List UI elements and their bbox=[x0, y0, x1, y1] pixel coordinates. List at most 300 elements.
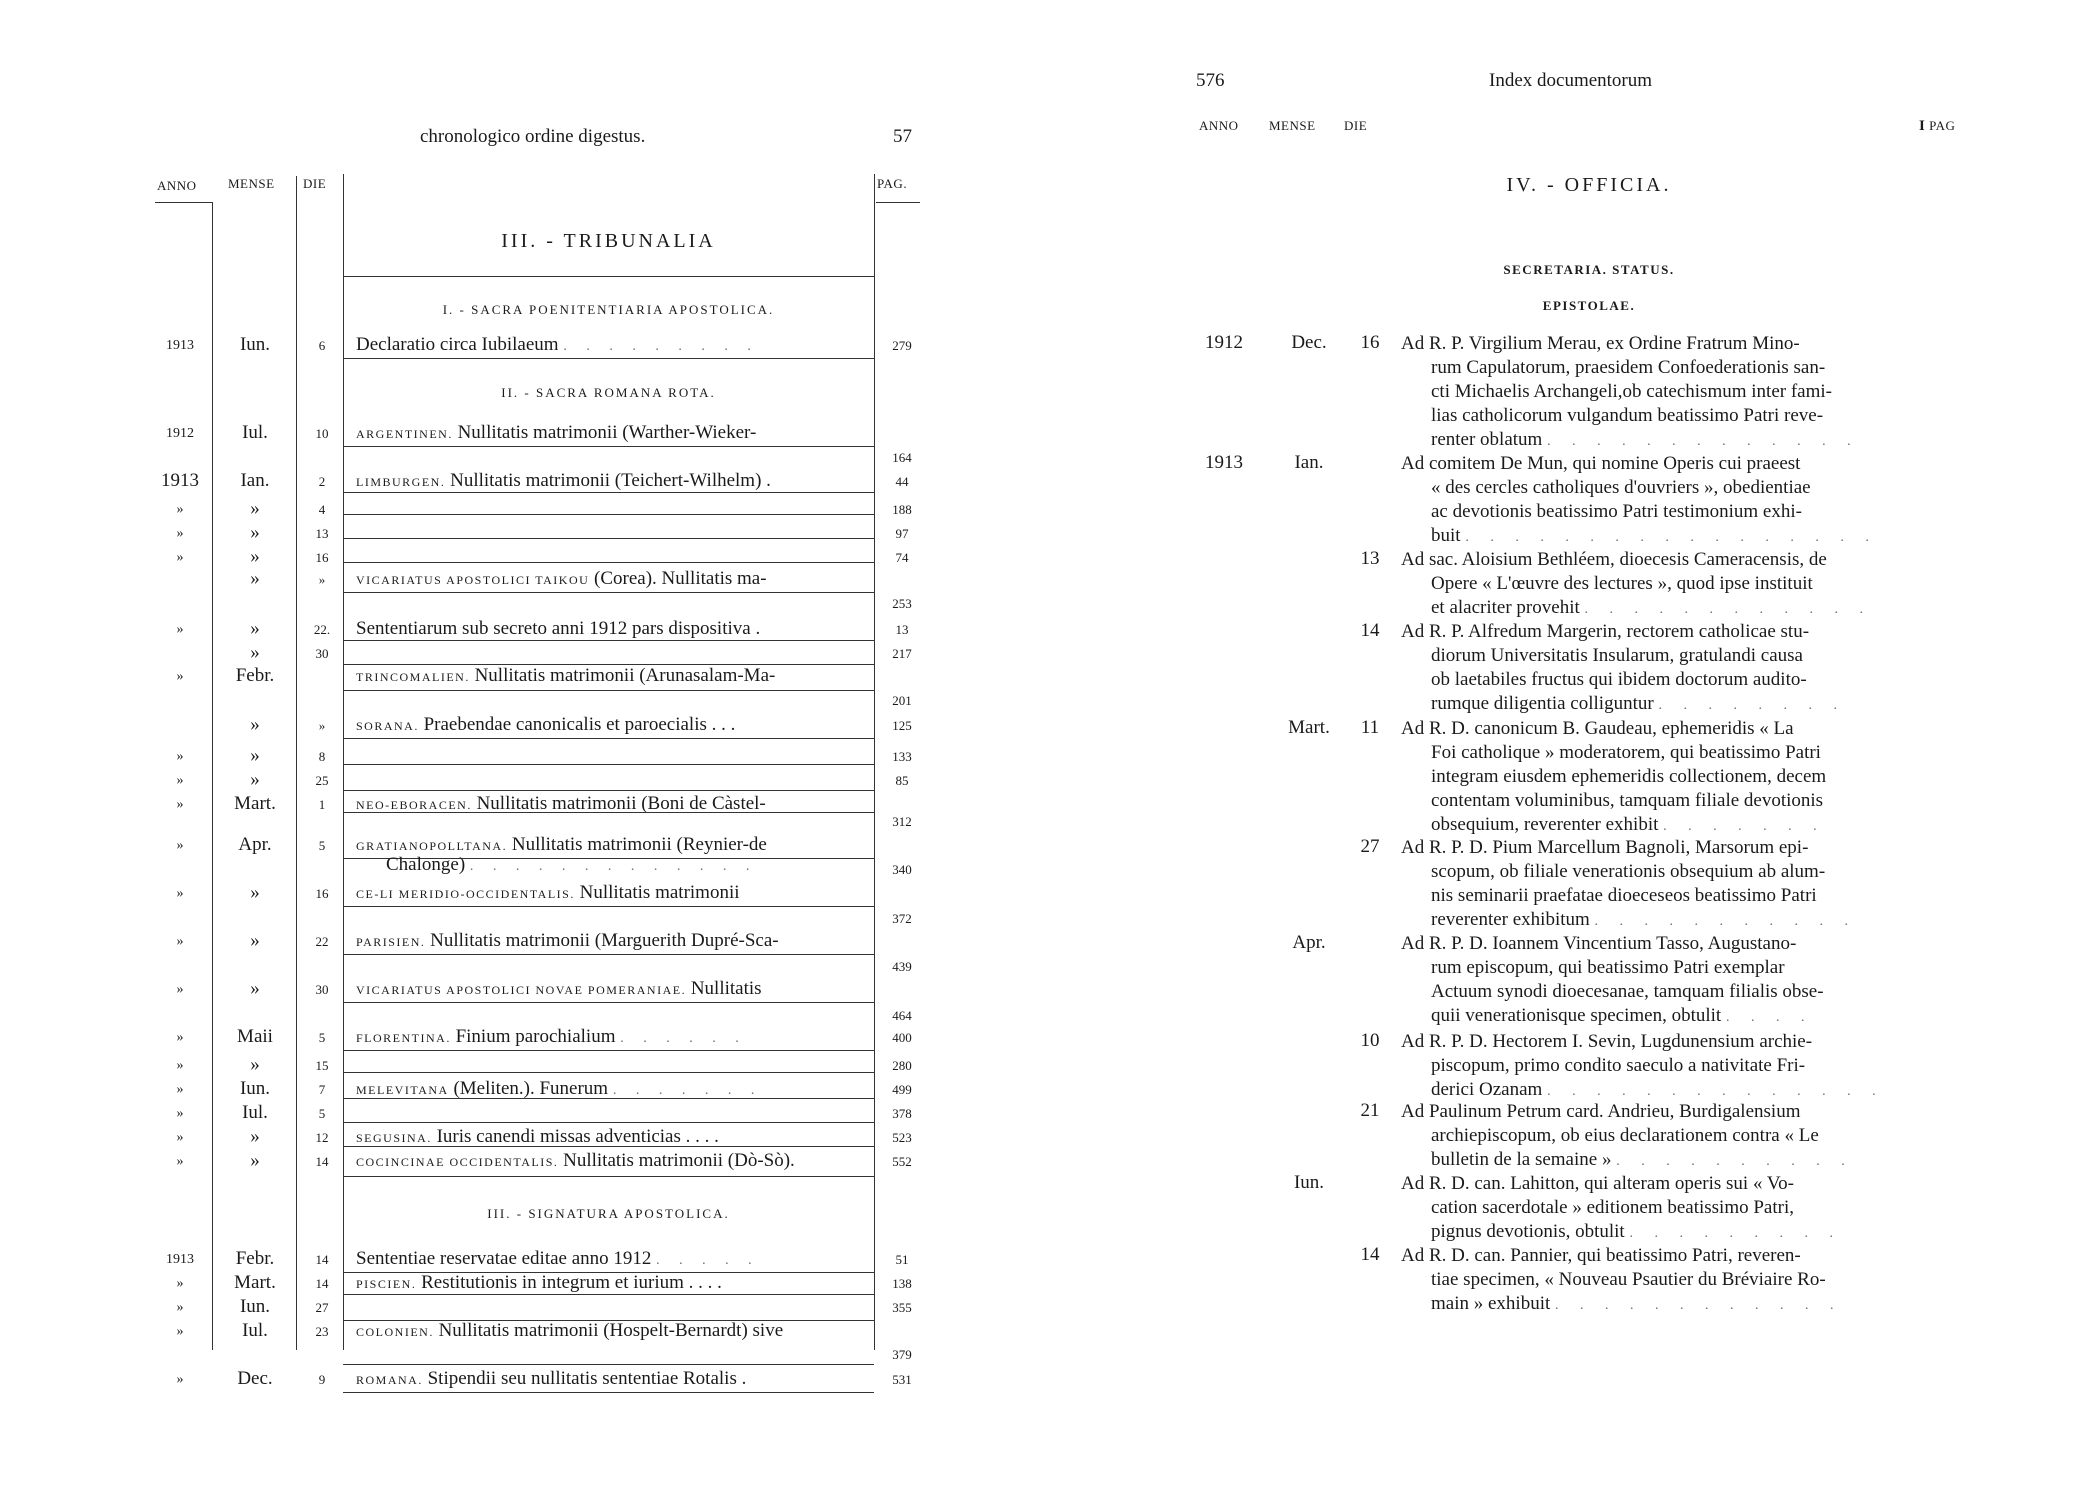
diocese-tag: SORANA. bbox=[356, 719, 419, 733]
mense-cell: » bbox=[250, 930, 260, 951]
row-rule bbox=[343, 640, 874, 641]
diocese-tag: VICARIATUS APOSTOLICI NOVAE POMERANIAE. bbox=[356, 983, 687, 997]
page-ref: 279 bbox=[892, 338, 912, 353]
entry-description: Nullitatis matrimonii (Boni de Càstel- bbox=[471, 793, 766, 814]
mense-cell: Iun. bbox=[239, 1078, 271, 1099]
entry-description: Praebendae canonicalis et paroecialis . . . bbox=[418, 714, 736, 735]
table-row bbox=[0, 930, 1039, 954]
entry-text bbox=[1401, 548, 1949, 622]
row-rule bbox=[343, 1392, 874, 1393]
die-cell: 23 bbox=[315, 1324, 329, 1339]
anno-cell: » bbox=[176, 1324, 184, 1339]
rule bbox=[343, 276, 874, 277]
die-cell: » bbox=[318, 572, 326, 587]
page-ref: 74 bbox=[895, 550, 909, 565]
rule bbox=[876, 202, 920, 203]
row-rule bbox=[343, 1364, 874, 1365]
entry-description: Nullitatis bbox=[686, 978, 762, 999]
mense-cell: » bbox=[250, 978, 260, 999]
rule bbox=[155, 202, 212, 203]
row-rule bbox=[343, 1002, 874, 1003]
row-rule bbox=[343, 592, 874, 593]
entry-line: Ad R. D. canonicum B. Gaudeau, ephemeridis « La bbox=[1401, 718, 1794, 739]
row-rule bbox=[343, 790, 874, 791]
leader-dots: . . . . . . . . . bbox=[563, 339, 759, 354]
die-cell: 9 bbox=[318, 1372, 326, 1387]
mense-cell: Mart. bbox=[234, 793, 276, 814]
entry-text bbox=[1401, 717, 1949, 839]
die-cell: 16 bbox=[1360, 332, 1380, 353]
page-ref: 378 bbox=[892, 1106, 912, 1121]
table-row bbox=[0, 714, 1039, 738]
die-cell: 27 bbox=[315, 1300, 329, 1315]
diocese-tag: NEO-EBORACEN. bbox=[356, 798, 472, 812]
anno-cell: » bbox=[176, 1154, 184, 1169]
entry-line: derici Ozanam . . . . . . . . . . . . . . bbox=[1431, 1079, 1885, 1100]
table-row bbox=[0, 1296, 1039, 1320]
page-ref: 312 bbox=[892, 814, 912, 829]
anno-cell: » bbox=[176, 1058, 184, 1073]
row-rule bbox=[343, 446, 874, 447]
page-ref: 44 bbox=[895, 474, 909, 489]
mense-cell: » bbox=[250, 618, 260, 639]
column-header-anno: ANNO bbox=[1199, 118, 1239, 133]
page-ref: 523 bbox=[892, 1130, 912, 1145]
entry-text bbox=[356, 834, 866, 856]
anno-cell: » bbox=[176, 622, 184, 637]
die-cell: 14 bbox=[315, 1154, 329, 1169]
entry-description: Stipendii seu nullitatis sententiae Rotalis . bbox=[422, 1368, 747, 1389]
entry-line: bulletin de la semaine » . . . . . . . . . . bbox=[1431, 1149, 1854, 1170]
mense-cell: Iul. bbox=[242, 422, 268, 443]
entry-line: Ad R. P. D. Hectorem I. Sevin, Lugdunensium archie- bbox=[1401, 1031, 1813, 1052]
die-cell: 21 bbox=[1360, 1100, 1380, 1121]
row-rule bbox=[343, 358, 874, 359]
entry-text bbox=[356, 422, 866, 444]
mense-cell: Iun. bbox=[1293, 1172, 1325, 1193]
die-cell: 4 bbox=[318, 502, 326, 517]
table-row bbox=[0, 498, 1039, 522]
row-rule bbox=[343, 514, 874, 515]
diocese-tag: MELEVITANA bbox=[356, 1083, 449, 1097]
entry-text bbox=[356, 334, 866, 356]
die-cell: 5 bbox=[318, 1030, 326, 1045]
entry-description: Nullitatis matrimonii (Dò-Sò). bbox=[558, 1150, 795, 1171]
row-rule bbox=[343, 492, 874, 493]
entry-line: rum Capulatorum, praesidem Confoederationis san- bbox=[1431, 357, 1826, 378]
die-cell: 12 bbox=[315, 1130, 329, 1145]
leader-dots: . . . . bbox=[1725, 1010, 1814, 1025]
entry-text bbox=[1401, 836, 1949, 934]
entry-description: Nullitatis matrimonii bbox=[574, 882, 740, 903]
mense-cell: » bbox=[250, 882, 260, 903]
table-row bbox=[0, 882, 1039, 906]
leader-dots: . . . . . . . . . . . . . bbox=[1547, 434, 1860, 449]
die-cell: 14 bbox=[1360, 620, 1380, 641]
anno-cell: » bbox=[176, 502, 184, 517]
anno-cell: » bbox=[176, 838, 184, 853]
anno-cell: » bbox=[176, 797, 184, 812]
row-rule bbox=[343, 1122, 874, 1123]
die-cell: 6 bbox=[318, 338, 326, 353]
anno-cell: » bbox=[176, 550, 184, 565]
table-row bbox=[0, 568, 1039, 592]
anno-cell: » bbox=[176, 749, 184, 764]
entry-description: Sententiae reservatae editae anno 1912 bbox=[356, 1248, 652, 1269]
mense-cell: Apr. bbox=[238, 834, 272, 855]
page-ref: 51 bbox=[895, 1252, 909, 1267]
mense-cell: Dec. bbox=[237, 1368, 273, 1389]
mense-cell: » bbox=[250, 1126, 260, 1147]
mense-cell: » bbox=[250, 546, 260, 567]
entry-line: Ad comitem De Mun, qui nomine Operis cui praeest bbox=[1401, 453, 1801, 474]
entry-text bbox=[1401, 932, 1949, 1030]
entry-line: piscopum, primo condito saeculo a nativitate Fri- bbox=[1431, 1055, 1806, 1076]
entry-description: Nullitatis matrimonii (Marguerith Dupré-Sca- bbox=[425, 930, 779, 951]
leader-dots: . . . . . . . . . . . . bbox=[1584, 602, 1873, 617]
page-ref: 355 bbox=[892, 1300, 912, 1315]
die-cell: 10 bbox=[1360, 1030, 1380, 1051]
row-rule bbox=[343, 1098, 874, 1099]
entry-line: nis seminarii praefatae dioeceseos beatissimo Patri bbox=[1431, 885, 1817, 906]
page-ref: 85 bbox=[895, 773, 909, 788]
diocese-tag: ROMANA. bbox=[356, 1373, 423, 1387]
mense-cell: Ian. bbox=[240, 470, 270, 491]
anno-cell: 1913 bbox=[166, 338, 194, 353]
entry-description: (Corea). Nullitatis ma- bbox=[589, 568, 767, 589]
leader-dots: . . . . . . . . . . . . bbox=[1555, 1298, 1843, 1313]
anno-cell: » bbox=[176, 886, 184, 901]
diocese-tag: CE-LI MERIDIO-OCCIDENTALIS. bbox=[356, 887, 575, 901]
entry-continuation: Chalonge) . . . . . . . . . . . . . bbox=[386, 854, 758, 875]
die-cell: 1 bbox=[318, 797, 326, 812]
die-cell: 15 bbox=[315, 1058, 329, 1073]
die-cell: 22. bbox=[313, 622, 331, 637]
anno-cell: 1913 bbox=[166, 1252, 194, 1267]
mense-cell: Iul. bbox=[242, 1102, 268, 1123]
table-row bbox=[0, 978, 1039, 1002]
entry-line: Ad Paulinum Petrum card. Andrieu, Burdigalensium bbox=[1401, 1101, 1801, 1122]
entry-text bbox=[1401, 1172, 1949, 1246]
table-row bbox=[0, 546, 1039, 570]
page-ref: 372 bbox=[892, 911, 912, 926]
page-ref: 280 bbox=[892, 1058, 912, 1073]
entry-description: Nullitatis matrimonii (Hospelt-Bernardt) sive bbox=[433, 1320, 784, 1341]
page-ref: 13 bbox=[895, 622, 909, 637]
die-cell: 14 bbox=[1360, 1244, 1380, 1265]
mense-cell: » bbox=[250, 1150, 260, 1171]
leader-dots: . . . . . . . . . . . . . . bbox=[1547, 1084, 1885, 1099]
die-cell: 16 bbox=[315, 550, 329, 565]
anno-cell: » bbox=[176, 982, 184, 997]
entry-line: buit . . . . . . . . . . . . . . . . . bbox=[1431, 525, 1878, 546]
anno-cell: » bbox=[176, 1130, 184, 1145]
anno-cell: » bbox=[176, 1082, 184, 1097]
entry-line: et alacriter provehit . . . . . . . . . . . . bbox=[1431, 597, 1873, 618]
leader-dots: . . . . . . . . . . bbox=[1616, 1154, 1854, 1169]
page-ref: 464 bbox=[892, 1008, 912, 1023]
entry-description: Nullitatis matrimonii (Warther-Wieker- bbox=[452, 422, 757, 443]
entry-line: Ad sac. Aloisium Bethléem, dioecesis Cameracensis, de bbox=[1401, 549, 1827, 570]
column-header-mense: MENSE bbox=[228, 176, 275, 191]
mense-cell: Maii bbox=[237, 1026, 273, 1047]
page-ref: 201 bbox=[892, 693, 912, 708]
entry-description: Finium parochialium bbox=[450, 1026, 616, 1047]
subsection-title: III. - SIGNATURA APOSTOLICA. bbox=[487, 1206, 730, 1221]
column-header-pag: I PAG bbox=[1919, 118, 1956, 134]
anno-cell: » bbox=[176, 526, 184, 541]
table-row bbox=[0, 642, 1039, 666]
die-cell: 14 bbox=[315, 1276, 329, 1291]
mense-cell: » bbox=[250, 568, 260, 589]
page-number: 57 bbox=[893, 126, 912, 147]
page-ref: 499 bbox=[892, 1082, 912, 1097]
entry-text bbox=[356, 1078, 866, 1100]
subsection-title: I. - SACRA POENITENTIARIA APOSTOLICA. bbox=[442, 302, 775, 317]
table-row bbox=[0, 745, 1039, 769]
anno-cell: 1912 bbox=[1205, 332, 1243, 353]
entry-text bbox=[356, 1026, 866, 1048]
mense-cell: » bbox=[250, 769, 260, 790]
entry-line: Ad R. D. can. Lahitton, qui alteram operis sui « Vo- bbox=[1401, 1173, 1794, 1194]
leader-dots: . . . . . . . . bbox=[1658, 698, 1846, 713]
entry-text bbox=[356, 714, 866, 736]
entry-line: diorum Universitatis Insularum, gratulandi causa bbox=[1431, 645, 1803, 666]
entry-text bbox=[356, 568, 866, 590]
diocese-tag: LIMBURGEN. bbox=[356, 475, 446, 489]
row-rule bbox=[343, 1146, 874, 1147]
entry-text bbox=[356, 1150, 866, 1172]
entry-text bbox=[1401, 1100, 1949, 1174]
row-rule bbox=[343, 812, 874, 813]
die-cell: 5 bbox=[318, 1106, 326, 1121]
row-rule bbox=[343, 1072, 874, 1073]
table-row bbox=[0, 1320, 1039, 1344]
anno-cell: » bbox=[176, 934, 184, 949]
die-cell: 22 bbox=[315, 934, 329, 949]
diocese-tag: PISCIEN. bbox=[356, 1277, 417, 1291]
die-cell: 10 bbox=[315, 426, 329, 441]
leader-dots: . . . . . . . . . . . . . . . . . bbox=[1465, 530, 1878, 545]
entry-line: archiepiscopum, ob eius declarationem contra « Le bbox=[1431, 1125, 1819, 1146]
mense-cell: » bbox=[250, 714, 260, 735]
die-cell: 16 bbox=[315, 886, 329, 901]
entry-line: lias catholicorum vulgandum beatissimo Patri reve- bbox=[1431, 405, 1824, 426]
die-cell: 30 bbox=[315, 646, 329, 661]
mense-cell: Ian. bbox=[1294, 452, 1324, 473]
page-ref: 552 bbox=[892, 1154, 912, 1169]
entry-line: Actuum synodi dioecesanae, tamquam filialis obse- bbox=[1431, 981, 1824, 1002]
entry-description: Nullitatis matrimonii (Reynier-de bbox=[507, 834, 767, 855]
entry-text bbox=[356, 1126, 866, 1148]
entry-description: (Meliten.). Funerum bbox=[448, 1078, 609, 1099]
row-rule bbox=[343, 1050, 874, 1051]
page-ref: 164 bbox=[892, 450, 912, 465]
anno-cell: » bbox=[176, 1276, 184, 1291]
entry-line: rumque diligentia colliguntur . . . . . . . . bbox=[1431, 693, 1846, 714]
anno-cell: » bbox=[176, 1300, 184, 1315]
page-ref: 379 bbox=[892, 1347, 912, 1362]
entry-line: Ad R. P. D. Ioannem Vincentium Tasso, Augustano- bbox=[1401, 933, 1797, 954]
table-row bbox=[0, 1150, 1039, 1174]
mense-cell: Febr. bbox=[235, 665, 275, 686]
entry-line: tiae specimen, « Nouveau Psautier du Bréviaire Ro- bbox=[1431, 1269, 1826, 1290]
entry-line: contentam voluminibus, tamquam filiale devotionis bbox=[1431, 790, 1824, 811]
entry-description: Declaratio circa Iubilaeum bbox=[356, 334, 559, 355]
entry-line: rum episcopum, qui beatissimo Patri exemplar bbox=[1431, 957, 1785, 978]
entry-line: pignus devotionis, obtulit . . . . . . . . . bbox=[1431, 1221, 1842, 1242]
entry-description: Nullitatis matrimonii (Teichert-Wilhelm) . bbox=[445, 470, 771, 491]
entry-line: quii venerationisque specimen, obtulit . . . . bbox=[1431, 1005, 1814, 1026]
entry-text bbox=[1401, 452, 1949, 550]
entry-line: cation sacerdotale » editionem beatissimo Patri, bbox=[1431, 1197, 1795, 1218]
column-header-anno: ANNO bbox=[157, 178, 197, 193]
entry-line: main » exhibuit . . . . . . . . . . . . bbox=[1431, 1293, 1843, 1314]
table-row bbox=[0, 422, 1039, 446]
mense-cell: » bbox=[250, 1054, 260, 1075]
leader-dots: . . . . . . . bbox=[1663, 819, 1826, 834]
entry-line: « des cercles catholiques d'ouvriers », obedientiae bbox=[1431, 477, 1811, 498]
entry-line: Foi catholique » moderatorem, qui beatissimo Patri bbox=[1431, 742, 1821, 763]
page-ref: 217 bbox=[892, 646, 912, 661]
entry-line: ob laetabiles fructus qui ibidem doctorum audito- bbox=[1431, 669, 1807, 690]
entry-text bbox=[1401, 1244, 1949, 1318]
page-ref: 188 bbox=[892, 502, 912, 517]
column-header-pag: PAG. bbox=[877, 176, 908, 191]
entry-line: Opere « L'œuvre des lectures », quod ipse instituit bbox=[1431, 573, 1813, 594]
row-rule bbox=[343, 562, 874, 563]
page-ref: 439 bbox=[892, 959, 912, 974]
column-header-mense: MENSE bbox=[1269, 118, 1316, 133]
entry-line: Ad R. P. Virgilium Merau, ex Ordine Fratrum Mino- bbox=[1401, 333, 1800, 354]
anno-cell: 1913 bbox=[1205, 452, 1243, 473]
anno-cell: » bbox=[176, 773, 184, 788]
mense-cell: Iun. bbox=[239, 334, 271, 355]
entry-text bbox=[356, 470, 866, 492]
mense-cell: Iul. bbox=[242, 1320, 268, 1341]
mense-cell: Mart. bbox=[1288, 717, 1330, 738]
entry-line: integram eiusdem ephemeridis collectionem, decem bbox=[1431, 766, 1827, 787]
die-cell: 27 bbox=[1360, 836, 1380, 857]
table-row bbox=[0, 522, 1039, 546]
section-title: IV. - OFFICIA. bbox=[1506, 174, 1672, 196]
anno-cell: » bbox=[176, 1030, 184, 1045]
page-ref: 133 bbox=[892, 749, 912, 764]
mense-cell: » bbox=[250, 522, 260, 543]
diocese-tag: GRATIANOPOLLTANA. bbox=[356, 839, 508, 853]
entry-text bbox=[1401, 1030, 1949, 1104]
die-cell: 11 bbox=[1360, 717, 1380, 738]
mense-cell: Mart. bbox=[234, 1272, 276, 1293]
table-row bbox=[0, 1054, 1039, 1078]
leader-dots: . . . . . bbox=[656, 1253, 760, 1268]
table-row bbox=[0, 1368, 1039, 1392]
subsection-title: SECRETARIA. STATUS. bbox=[1503, 262, 1675, 277]
row-rule bbox=[343, 738, 874, 739]
die-cell: 2 bbox=[318, 474, 326, 489]
diocese-tag: COCINCINAE OCCIDENTALIS. bbox=[356, 1155, 559, 1169]
subsection-title: EPISTOLAE. bbox=[1542, 298, 1636, 313]
page-ref: 138 bbox=[892, 1276, 912, 1291]
entry-line: scopum, ob filiale venerationis obsequium ab alum- bbox=[1431, 861, 1826, 882]
anno-cell: » bbox=[176, 1372, 184, 1387]
entry-description: Sententiarum sub secreto anni 1912 pars dispositiva . bbox=[356, 618, 761, 639]
entry-description: Nullitatis matrimonii (Arunasalam-Ma- bbox=[469, 665, 776, 686]
die-cell: 14 bbox=[315, 1252, 329, 1267]
anno-cell: » bbox=[176, 669, 184, 684]
entry-line: ac devotionis beatissimo Patri testimonium exhi- bbox=[1431, 501, 1802, 522]
row-rule bbox=[343, 1176, 874, 1177]
mense-cell: » bbox=[250, 745, 260, 766]
entry-text bbox=[356, 882, 866, 904]
diocese-tag: COLONIEN. bbox=[356, 1325, 434, 1339]
entry-text bbox=[356, 1248, 866, 1270]
entry-text bbox=[356, 1320, 866, 1342]
page-ref: 125 bbox=[892, 718, 912, 733]
page-ref: 253 bbox=[892, 596, 912, 611]
column-header-die: DIE bbox=[303, 176, 327, 191]
table-row bbox=[0, 1026, 1039, 1050]
entry-line: Ad R. P. D. Pium Marcellum Bagnoli, Marsorum epi- bbox=[1401, 837, 1809, 858]
table-row bbox=[0, 1272, 1039, 1296]
entry-line: obsequium, reverenter exhibit . . . . . . . bbox=[1431, 814, 1826, 835]
row-rule bbox=[343, 764, 874, 765]
diocese-tag: FLORENTINA. bbox=[356, 1031, 451, 1045]
mense-cell: Apr. bbox=[1292, 932, 1326, 953]
table-row bbox=[0, 618, 1039, 642]
row-rule bbox=[343, 690, 874, 691]
page-ref: 400 bbox=[892, 1030, 912, 1045]
entry-text bbox=[356, 1368, 866, 1390]
die-cell: 8 bbox=[318, 749, 326, 764]
entry-description: Restitutionis in integrum et iurium . . . . bbox=[416, 1272, 722, 1293]
leader-dots: . . . . . . . bbox=[612, 1083, 763, 1098]
anno-cell: 1912 bbox=[166, 426, 194, 441]
die-cell: 25 bbox=[315, 773, 329, 788]
leader-dots: . . . . . . bbox=[620, 1031, 747, 1046]
leader-dots: . . . . . . . . . . . bbox=[1594, 914, 1858, 929]
diocese-tag: ARGENTINEN. bbox=[356, 427, 453, 441]
row-rule bbox=[343, 538, 874, 539]
running-head: Index documentorum bbox=[1489, 70, 1653, 91]
diocese-tag: VICARIATUS APOSTOLICI TAIKOU bbox=[356, 573, 590, 587]
entry-text bbox=[1401, 332, 1949, 454]
entry-line: reverenter exhibitum . . . . . . . . . . . bbox=[1431, 909, 1858, 930]
table-row bbox=[0, 334, 1039, 358]
page-ref: 97 bbox=[895, 526, 909, 541]
die-cell: 7 bbox=[318, 1082, 326, 1097]
entry-text bbox=[356, 665, 866, 687]
table-row bbox=[0, 665, 1039, 689]
page-ref: 531 bbox=[892, 1372, 912, 1387]
anno-cell: » bbox=[176, 1106, 184, 1121]
entry-line: cti Michaelis Archangeli,ob catechismum inter fami- bbox=[1431, 381, 1832, 402]
die-cell: 5 bbox=[318, 838, 326, 853]
entry-line: Ad R. D. can. Pannier, qui beatissimo Patri, reveren- bbox=[1401, 1245, 1801, 1266]
entry-line: Ad R. P. Alfredum Margerin, rectorem catholicae stu- bbox=[1401, 621, 1810, 642]
entry-text bbox=[356, 1272, 866, 1294]
page-ref: 340 bbox=[892, 862, 912, 877]
mense-cell: » bbox=[250, 498, 260, 519]
mense-cell: Dec. bbox=[1291, 332, 1327, 353]
row-rule bbox=[343, 1294, 874, 1295]
die-cell: » bbox=[318, 718, 326, 733]
entry-line: renter oblatum . . . . . . . . . . . . . bbox=[1431, 429, 1860, 450]
table-row bbox=[0, 1248, 1039, 1272]
row-rule bbox=[343, 954, 874, 955]
entry-text bbox=[356, 618, 866, 640]
anno-cell: 1913 bbox=[161, 470, 199, 491]
